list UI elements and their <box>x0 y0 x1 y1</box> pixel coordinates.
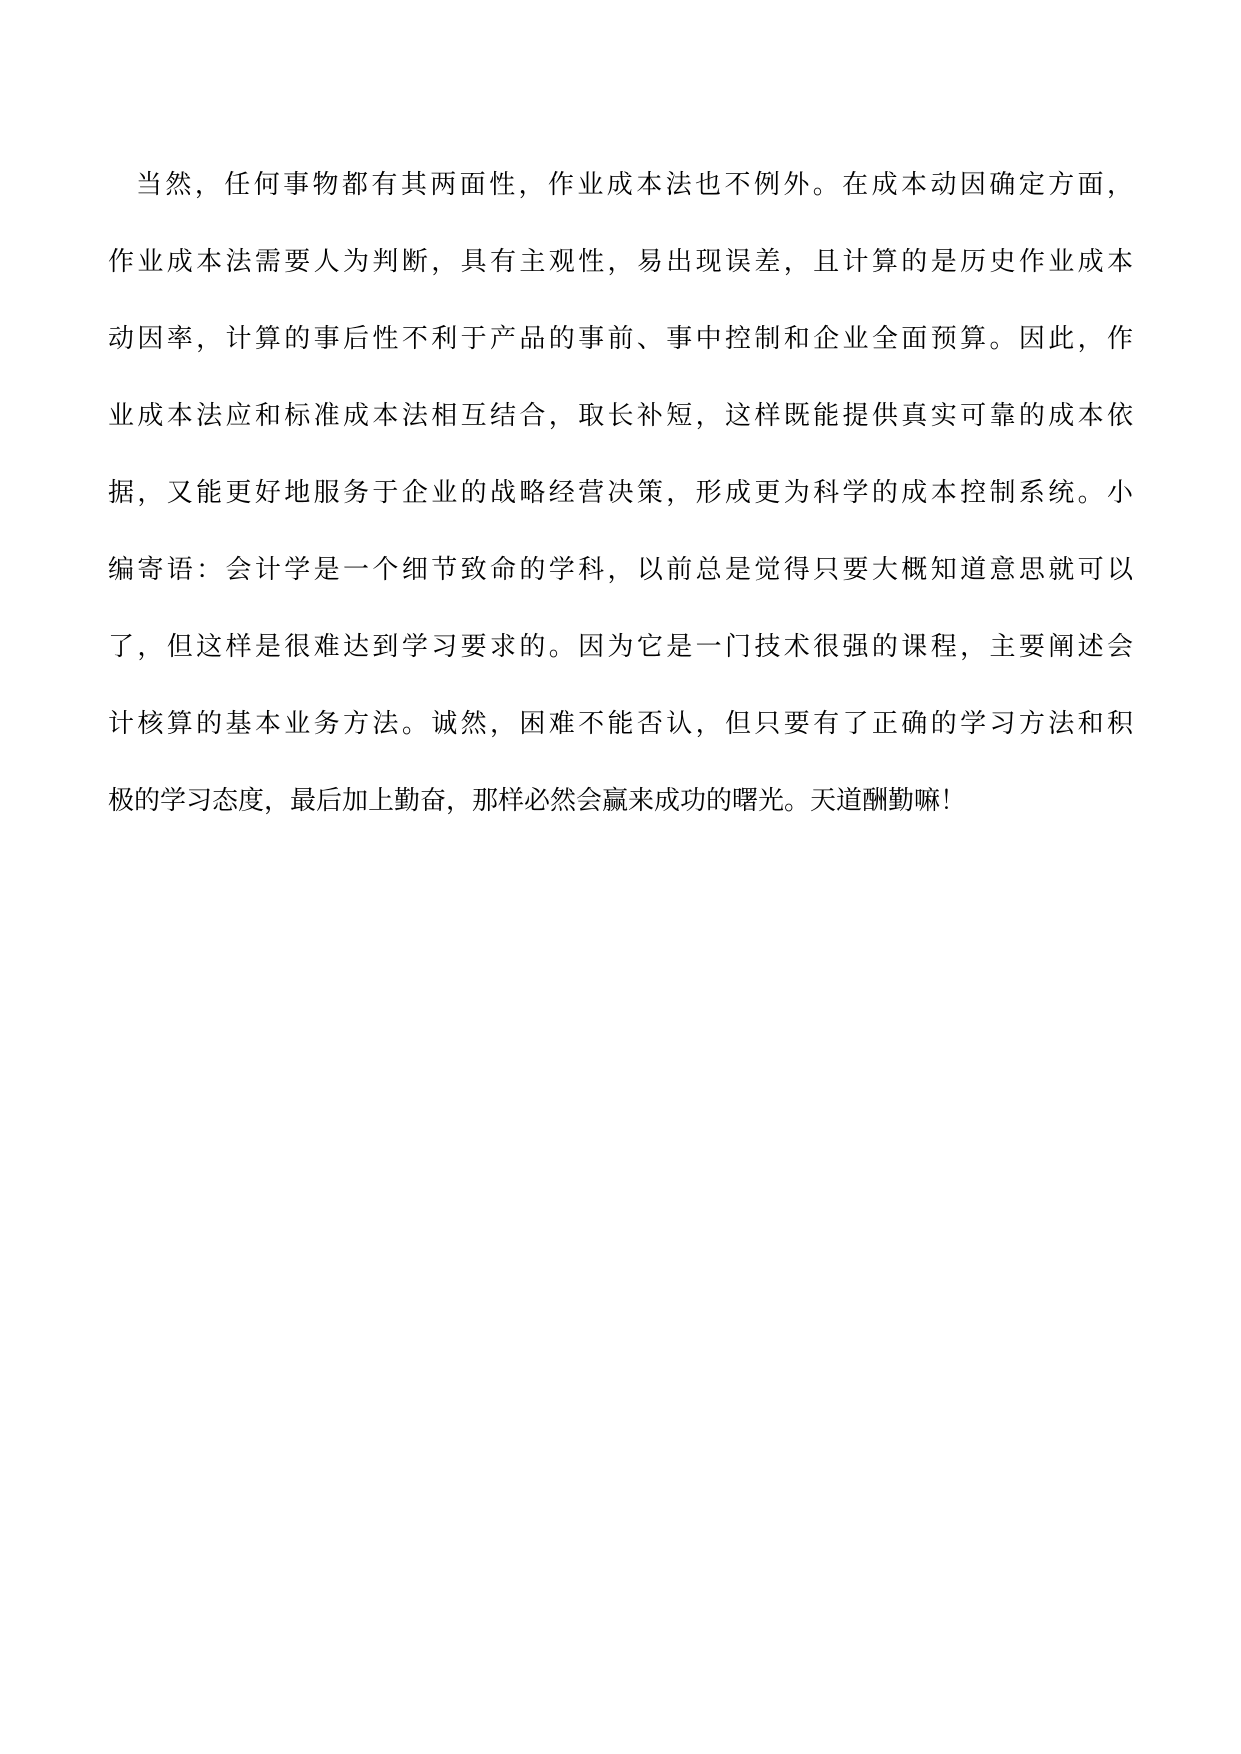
document-body <box>108 162 1133 855</box>
paragraph-line: 编寄语：会计学是一个细节致命的学科，以前总是觉得只要大概知道意思就可以 <box>108 555 1133 585</box>
paragraph-line: 计核算的基本业务方法。诚然，困难不能否认，但只要有了正确的学习方法和积 <box>108 709 1133 739</box>
paragraph-line: 作业成本法需要人为判断，具有主观性，易出现误差，且计算的是历史作业成本 <box>108 247 1133 277</box>
paragraph-line: 当然，任何事物都有其两面性，作业成本法也不例外。在成本动因确定方面， <box>136 170 1133 200</box>
paragraph-line: 了，但这样是很难达到学习要求的。因为它是一门技术很强的课程，主要阐述会 <box>108 632 1133 662</box>
paragraph-line: 业成本法应和标准成本法相互结合，取长补短，这样既能提供真实可靠的成本依 <box>108 401 1133 431</box>
paragraph-line: 据，又能更好地服务于企业的战略经营决策，形成更为科学的成本控制系统。小 <box>108 478 1133 508</box>
paragraph-line: 动因率，计算的事后性不利于产品的事前、事中控制和企业全面预算。因此，作 <box>108 324 1133 354</box>
paragraph-line: 极的学习态度，最后加上勤奋，那样必然会赢来成功的曙光。天道酬勤嘛！ <box>108 786 967 816</box>
